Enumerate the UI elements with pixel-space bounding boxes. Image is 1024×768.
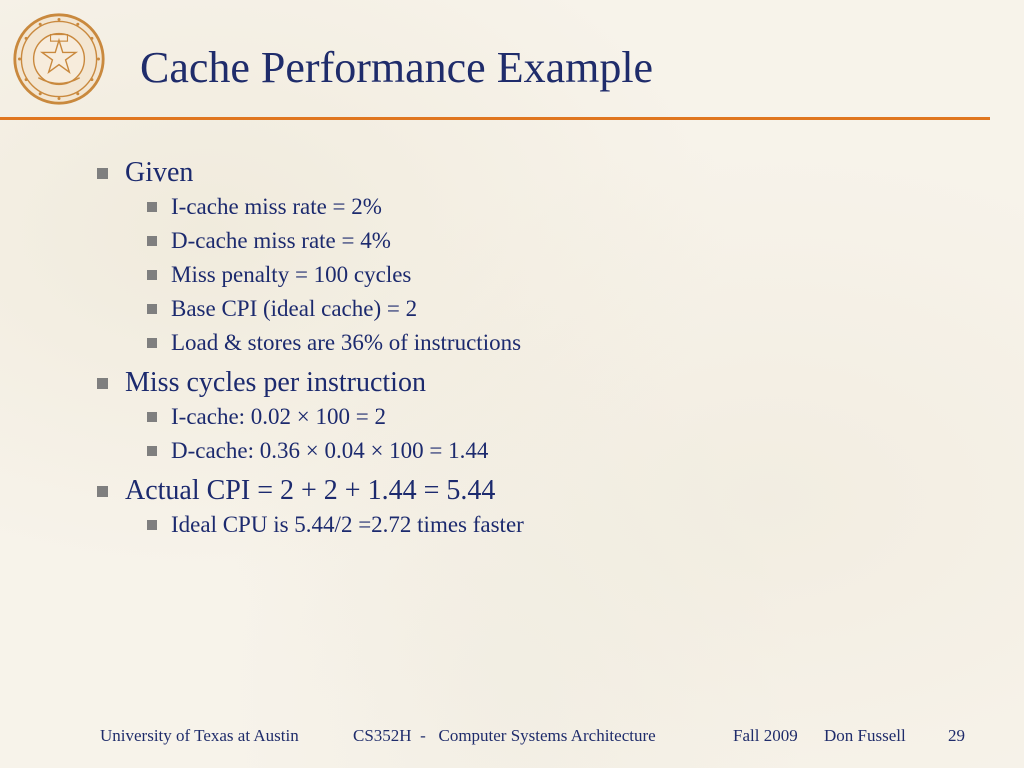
university-seal-icon [12,12,106,106]
sub-bullet [95,434,975,468]
bullet-actual-cpi [95,474,975,508]
sub-bullet [95,190,975,224]
square-bullet-icon [147,446,157,456]
sub-bullet [95,326,975,360]
square-bullet-icon [97,486,108,497]
title-divider [0,117,990,120]
sub-bullet-text: Ideal CPU is 5.44/2 =2.72 times faster [171,512,524,537]
footer-course: CS352H - Computer Systems Architecture [353,726,656,745]
sub-bullet [95,400,975,434]
square-bullet-icon [147,236,157,246]
bullet-text: Given [125,157,194,188]
footer-institution: University of Texas at Austin [100,726,299,745]
square-bullet-icon [97,378,108,389]
square-bullet-icon [147,520,157,530]
sub-bullet-text: I-cache miss rate = 2% [171,194,382,219]
sub-bullet-text: I-cache: 0.02 × 100 = 2 [171,404,386,429]
square-bullet-icon [147,270,157,280]
sub-bullet-text: D-cache: 0.36 × 0.04 × 100 = 1.44 [171,438,489,463]
sub-bullet-text: Load & stores are 36% of instructions [171,330,522,355]
slide-footer [100,724,980,748]
sub-bullet [95,258,975,292]
bullet-list [95,150,975,542]
bullet-text: Miss cycles per instruction [125,367,426,398]
square-bullet-icon [97,168,108,179]
bullet-text: Actual CPI = 2 + 2 + 1.44 = 5.44 [125,475,496,506]
sub-bullet-text: Miss penalty = 100 cycles [171,262,412,287]
footer-instructor: Don Fussell [824,726,906,745]
square-bullet-icon [147,202,157,212]
footer-term: Fall 2009 [733,726,798,745]
bullet-given [95,156,975,190]
square-bullet-icon [147,304,157,314]
sub-bullet-text: D-cache miss rate = 4% [171,228,391,253]
slide-title: Cache Performance Example [140,43,654,92]
sub-bullet [95,508,975,542]
sub-bullet [95,224,975,258]
sub-bullet [95,292,975,326]
page-number: 29 [948,726,965,745]
square-bullet-icon [147,412,157,422]
bullet-miss-cycles [95,366,975,400]
square-bullet-icon [147,338,157,348]
sub-bullet-text: Base CPI (ideal cache) = 2 [171,296,418,321]
